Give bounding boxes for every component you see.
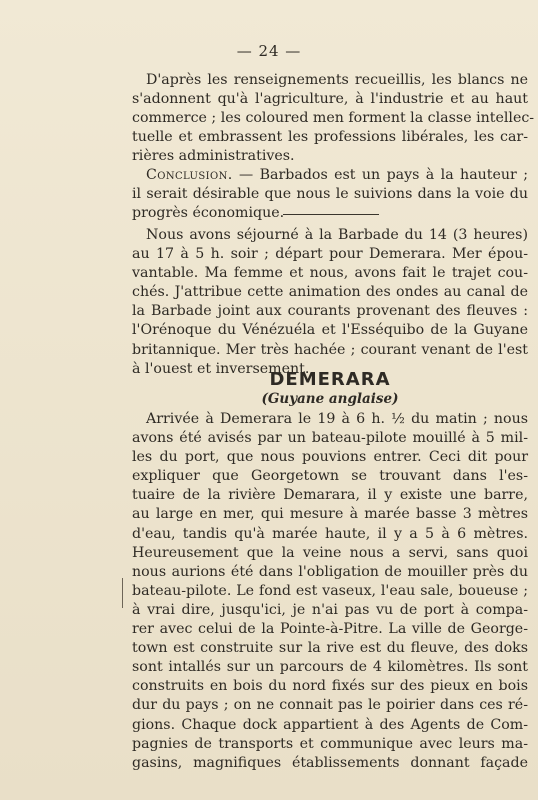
text-line: sont intallés sur un parcours de 4 kilomètres. Ils sont bbox=[132, 659, 528, 676]
text-line: tuelle et embrassent les professions libérales, les car- bbox=[132, 129, 528, 146]
text-line: dur du pays ; on ne connait pas le poirier dans ces ré- bbox=[132, 697, 528, 714]
text-line: bateau-pilote. Le fond est vaseux, l'eau sale, boueuse ; bbox=[132, 582, 528, 599]
text-line: s'adonnent qu'à l'agriculture, à l'industrie et au haut bbox=[132, 91, 528, 108]
text-line: d'eau, tandis qu'à marée haute, il y a 5 à 6 mètres. bbox=[132, 525, 528, 542]
paragraph-population bbox=[132, 71, 535, 166]
text-line: nous aurions été dans l'obligation de mouiller près du bbox=[132, 563, 528, 580]
text-line: gions. Chaque dock appartient à des Agents de Com- bbox=[132, 716, 528, 733]
margin-mark bbox=[122, 578, 123, 608]
text-line: construits en bois du nord fixés sur des pieux en bois bbox=[132, 678, 528, 695]
text-line: britannique. Mer très hachée ; courant venant de l'est bbox=[132, 341, 528, 358]
page-number: — 24 — bbox=[236, 42, 302, 60]
text-line: town est construite sur la rive est du fleuve, des doks bbox=[132, 640, 528, 657]
text-line: avons été avisés par un bateau-pilote mouillé à 5 mil- bbox=[132, 430, 528, 447]
text-line: à l'ouest et inversement. bbox=[132, 360, 310, 377]
text-line: gasins, magnifiques établissements donnant façade bbox=[132, 754, 528, 771]
conclusion-text: — Barbados est un pays à la hauteur ; bbox=[232, 167, 528, 183]
text-line: les du port, que nous pouvions entrer. Ceci dit pour bbox=[132, 449, 528, 466]
paragraph-demerara bbox=[132, 410, 528, 773]
text-line: l'Orénoque du Vénézuéla et l'Esséquibo de la Guyane bbox=[132, 322, 528, 339]
text-line: Nous avons séjourné à la Barbade du 14 (3 heures) bbox=[146, 227, 528, 243]
text-line: progrès économique. bbox=[132, 205, 285, 222]
text-line: au 17 à 5 h. soir ; départ pour Demerara. Mer épou- bbox=[132, 246, 528, 263]
paragraph-voyage bbox=[132, 226, 528, 379]
text-line: il serait désirable que nous le suivions dans la voie du bbox=[132, 186, 528, 203]
text-line: Arrivée à Demerara le 19 à 6 h. ½ du matin ; nous bbox=[146, 411, 528, 427]
text-line: la Barbade joint aux courants provenant des fleuves : bbox=[132, 303, 528, 320]
text-line: commerce ; les coloured men forment la classe intellec- bbox=[132, 110, 535, 127]
text-line: au large en mer, qui mesure à marée basse 3 mètres bbox=[132, 506, 528, 523]
text-line: tuaire de la rivière Demarara, il y existe une barre, bbox=[132, 487, 528, 504]
section-heading: DEMERARA bbox=[269, 369, 391, 390]
text-line: expliquer que Georgetown se trouvant dans l'es- bbox=[132, 468, 528, 485]
text-line: chés. J'attribue cette animation des ondes au canal de bbox=[132, 284, 528, 301]
text-line: rières administratives. bbox=[132, 148, 295, 165]
section-subheading: (Guyane anglaise) bbox=[261, 391, 399, 407]
text-line: vantable. Ma femme et nous, avons fait le trajet cou- bbox=[132, 265, 528, 282]
text-line: rer avec celui de la Pointe-à-Pitre. La ville de George- bbox=[132, 621, 528, 638]
section-divider bbox=[283, 214, 379, 215]
text-line: D'après les renseignements recueillis, les blancs ne bbox=[146, 72, 528, 88]
text-line: à vrai dire, jusqu'ici, je n'ai pas vu de port à compa- bbox=[132, 601, 528, 618]
text-line: Heureusement que la veine nous a servi, sans quoi bbox=[132, 544, 528, 561]
text-line: pagnies de transports et communique avec leurs ma- bbox=[132, 735, 528, 752]
text-line bbox=[132, 166, 528, 185]
conclusion-label: Conclusion. bbox=[146, 167, 233, 183]
